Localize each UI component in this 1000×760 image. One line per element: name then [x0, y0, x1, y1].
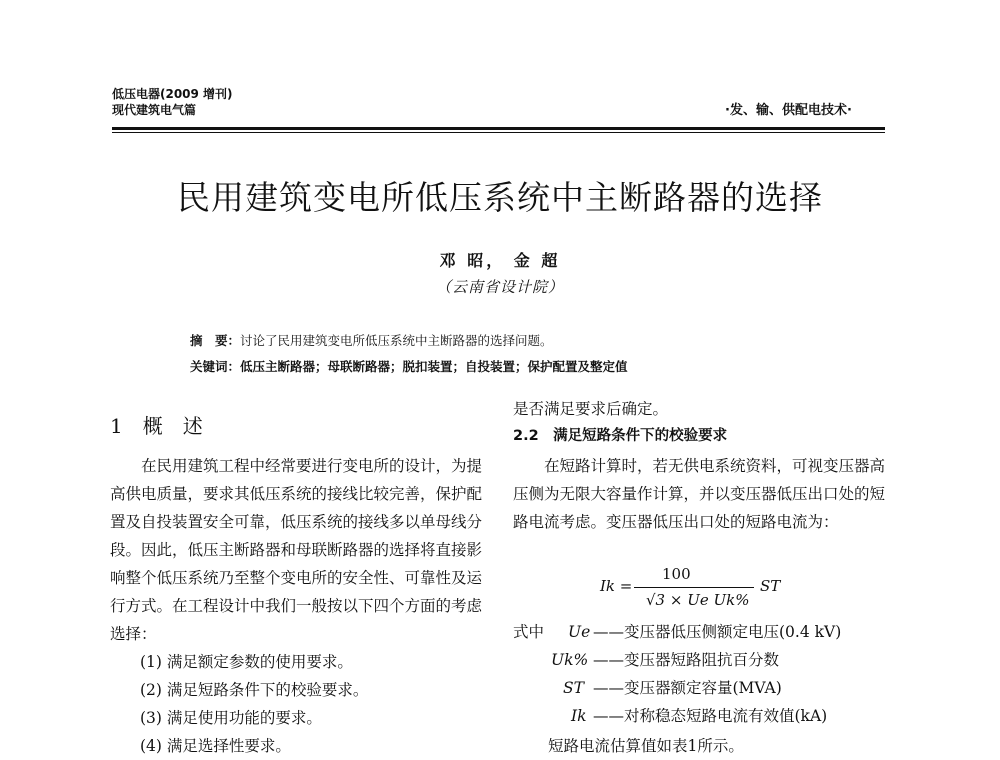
definition-row: [513, 702, 893, 730]
table-reference: 短路电流估算值如表1所示。: [548, 737, 744, 755]
list-item: (4) 满足选择性要求。: [140, 737, 291, 755]
requirements-list: [110, 648, 368, 760]
continuation-text: 是否满足要求后确定。: [513, 400, 669, 418]
affiliation: （云南省设计院）: [435, 278, 564, 296]
journal-section: 现代建筑电气篇: [112, 103, 197, 117]
definition-text: ——变压器低压侧额定电压(0.4 kV): [593, 623, 842, 641]
fraction-bar: [634, 587, 754, 588]
abstract: [190, 331, 553, 349]
definition-row: [513, 618, 893, 646]
subsection-paragraph: 在短路计算时，若无供电系统资料，可视变压器高压侧为无限大容量作计算，并以变压器低压出口处的短路电流考虑。变压器低压出口处的短路电流为：: [513, 457, 886, 531]
subsection-heading: 2.2 满足短路条件下的校验要求: [513, 428, 728, 444]
definition-symbol: Uk%: [551, 651, 589, 669]
journal-header: [112, 86, 233, 118]
short-circuit-formula: [600, 563, 800, 615]
definition-text: ——对称稳态短路电流有效值(kA): [593, 707, 828, 725]
definition-row: [513, 646, 893, 674]
definition-symbol: ST: [563, 679, 584, 697]
list-item: (1) 满足额定参数的使用要求。: [140, 653, 353, 671]
definition-text: ——变压器额定容量(MVA): [593, 679, 782, 697]
header-rule-thin: [112, 132, 885, 133]
keywords: [190, 357, 628, 375]
keywords-label: 关键词：: [190, 359, 241, 374]
formula-lhs: Ik =: [600, 577, 633, 595]
journal-name: 低压电器(2009 增刊): [112, 87, 233, 101]
list-item: (2) 满足短路条件下的校验要求。: [140, 681, 369, 699]
authors: 邓 昭， 金 超: [439, 251, 561, 270]
formula-numerator: 100: [662, 565, 691, 583]
definition-text: ——变压器短路阻抗百分数: [593, 651, 780, 669]
list-item: (3) 满足使用功能的要求。: [140, 709, 322, 727]
section-paragraph: 在民用建筑工程中经常要进行变电所的设计，为提高供电质量，要求其低压系统的接线比较完善，保护配置及自投装置安全可靠，低压系统的接线多以单母线分段。因此，低压主断路器和母联断路器的选择将直接影响整个低压系统乃至整个变电所的安全性、可靠性及运行方式。在工程设计中我们一般按以下四个方面的考虑选择：: [110, 457, 483, 643]
formula-denominator: √3 × Ue Uk%: [646, 591, 750, 609]
column-header: ·发、输、供配电技术·: [725, 103, 852, 118]
abstract-label: 摘 要：: [190, 333, 241, 348]
section-heading: 1 概 述: [110, 414, 203, 438]
paper-title: 民用建筑变电所低压系统中主断路器的选择: [177, 178, 823, 217]
formula-rhs: ST: [760, 577, 781, 595]
symbol-definitions: [513, 618, 893, 730]
keywords-text: 低压主断路器；母联断路器；脱扣装置；自投装置；保护配置及整定值: [240, 359, 628, 374]
definition-symbol: Ik: [571, 707, 587, 725]
defs-intro: 式中: [513, 623, 545, 641]
definition-symbol: Ue: [568, 623, 591, 641]
abstract-text: 讨论了民用建筑变电所低压系统中主断路器的选择问题。: [240, 333, 553, 348]
header-rule-thick: [112, 127, 885, 130]
definition-row: [513, 674, 893, 702]
